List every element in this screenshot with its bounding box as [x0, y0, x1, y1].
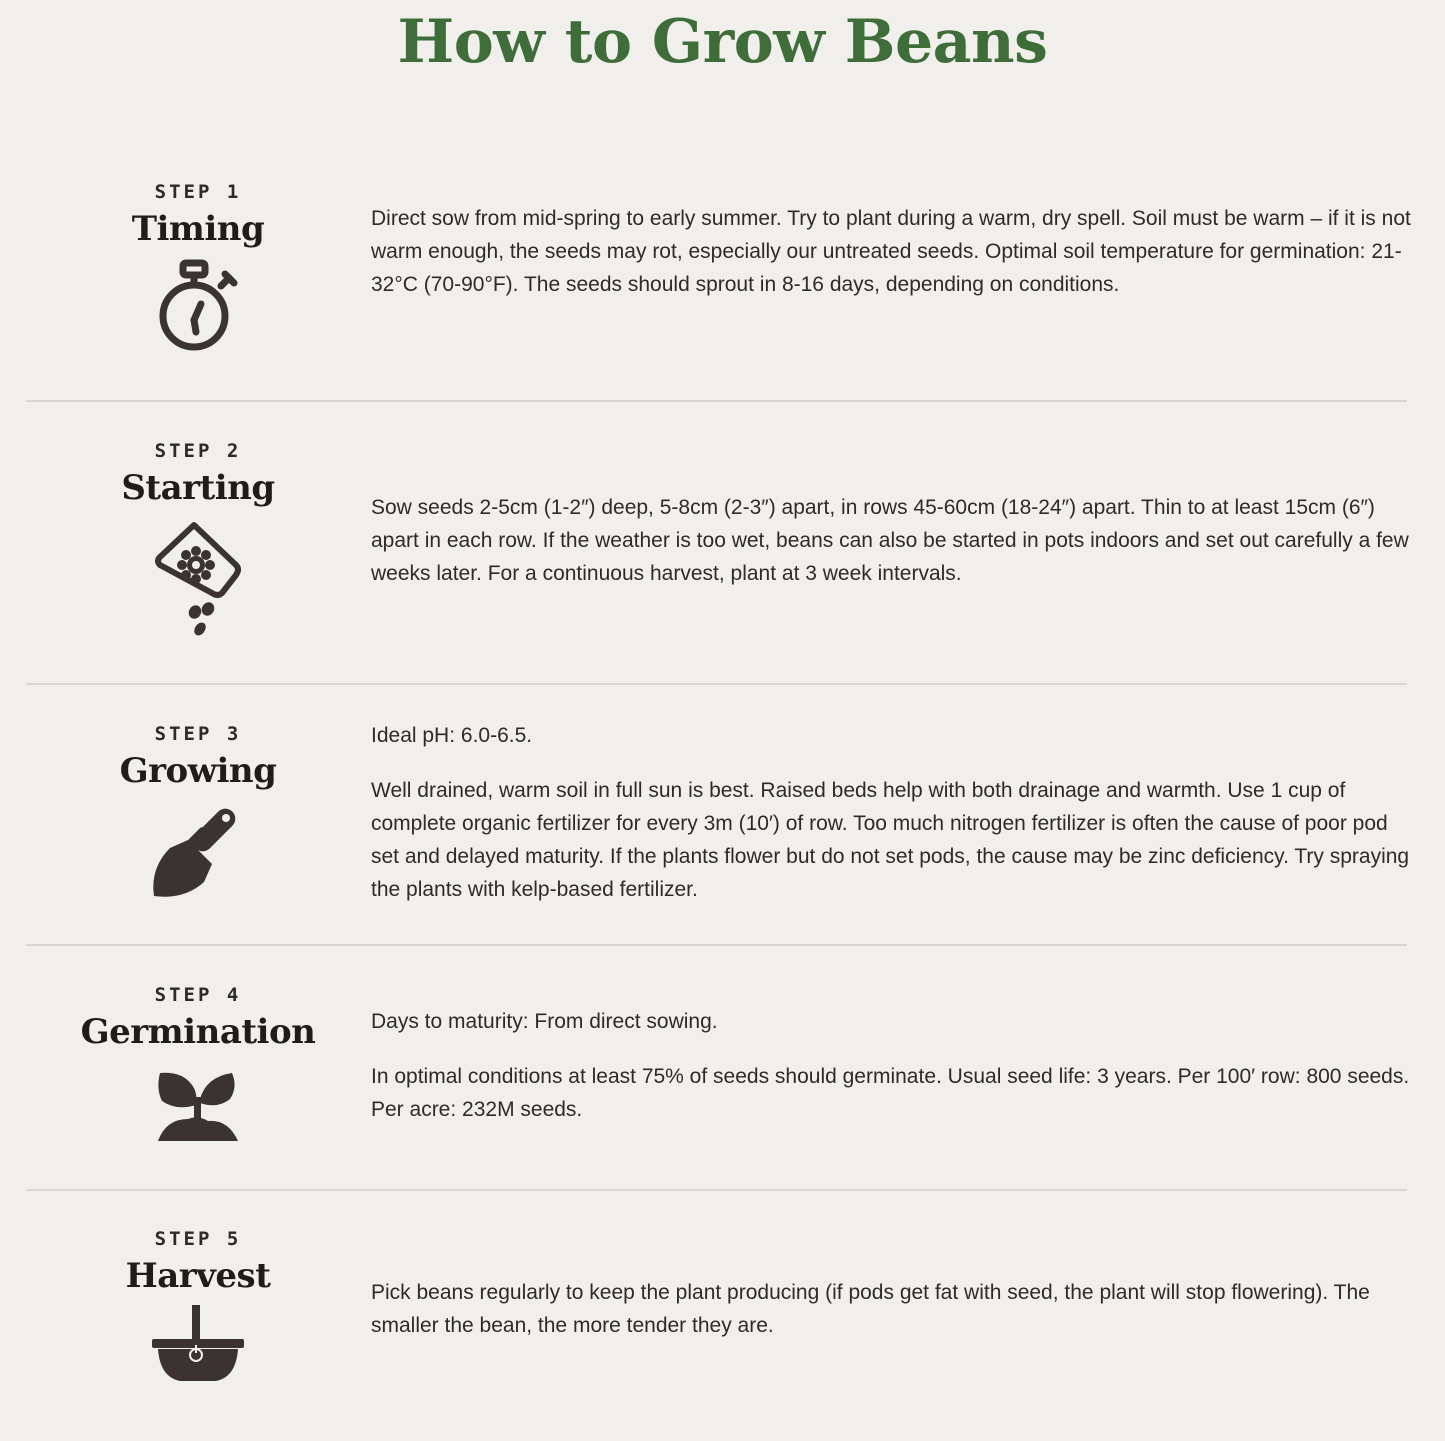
step-paragraph: Ideal pH: 6.0-6.5.: [371, 724, 533, 747]
seed-packet-icon: [148, 517, 248, 645]
step-title: Starting: [121, 468, 275, 508]
step-label: STEP 4: [154, 984, 242, 1006]
step-paragraph: Pick beans regularly to keep the plant producing (if pods get fat with seed, the plant will stop flowering). The smaller the bean, the more tender they are.: [371, 1281, 1370, 1337]
divider: [26, 400, 1407, 402]
step-paragraph: Well drained, warm soil in full sun is best. Raised beds help with both drainage and warmth. Use 1 cup of complete organic fertilizer for every 3m (10′) of row. Too much nitrogen fertilizer is often the cause of poor pod set and delayed maturity. If the plants flower but do not set pods, the cause may be zinc deficiency. Try spraying the plants with kelp-based fertilizer.: [371, 779, 1410, 901]
step-paragraph: Days to maturity: From direct sowing.: [371, 1010, 718, 1033]
basket-icon: [148, 1305, 248, 1385]
divider: [26, 683, 1407, 685]
divider: [26, 944, 1407, 946]
sprout-icon: [148, 1061, 248, 1145]
step-title: Harvest: [125, 1256, 271, 1296]
step-paragraph: Sow seeds 2-5cm (1-2″) deep, 5-8cm (2-3″) apart, in rows 45-60cm (18-24″) apart. Thin to at least 15cm (6″) apart in each row. If the weather is too wet, beans can also be started in pots indoors and set out carefully a few weeks later. For a continuous harvest, plant at 3 week intervals.: [371, 496, 1409, 585]
step-title: Growing: [119, 751, 277, 791]
step-label: STEP 1: [154, 181, 242, 203]
step-label: STEP 5: [154, 1228, 242, 1250]
stopwatch-icon: [150, 258, 246, 354]
step-paragraph: Direct sow from mid-spring to early summer. Try to plant during a warm, dry spell. Soil must be warm – if it is not warm enough, the seeds may rot, especially our untreated seeds. Optimal soil temperature for germination: 21-32°C (70-90°F). The seeds should sprout in 8-16 days, depending on conditions.: [371, 207, 1411, 296]
step-title: Germination: [80, 1012, 316, 1052]
page-title: How to Grow Beans: [397, 7, 1048, 77]
step-label: STEP 2: [154, 440, 242, 462]
divider: [26, 1189, 1407, 1191]
trowel-icon: [148, 800, 248, 904]
step-title: Timing: [131, 209, 265, 249]
step-paragraph: In optimal conditions at least 75% of seeds should germinate. Usual seed life: 3 years. Per 100′ row: 800 seeds. Per acre: 232M seeds.: [371, 1065, 1410, 1121]
step-label: STEP 3: [154, 723, 242, 745]
